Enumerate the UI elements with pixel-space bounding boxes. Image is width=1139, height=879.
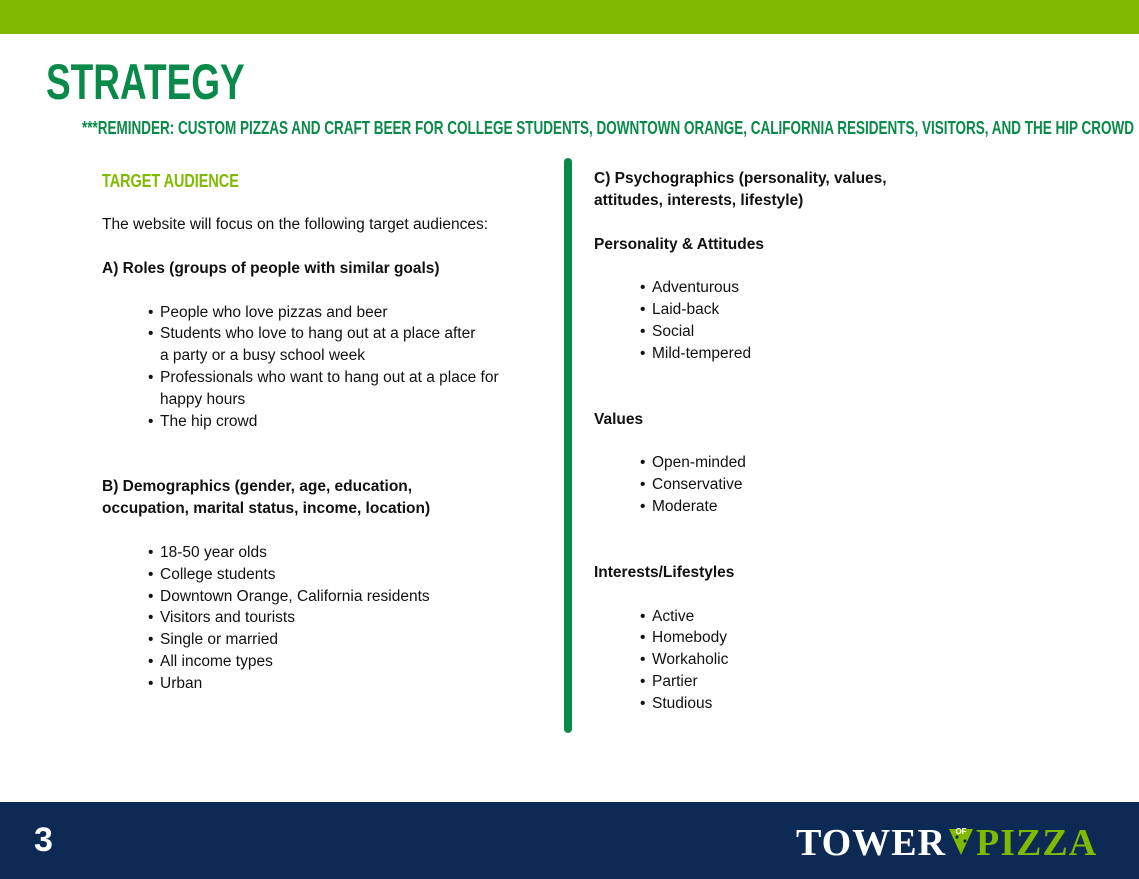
psychographics-heading: C) Psychographics (personality, values, attitudes, interests, lifestyle): [594, 170, 887, 209]
list-item: • Professionals who want to hang out at a place for happy hours: [148, 367, 508, 411]
list-item: • Conservative: [640, 474, 1034, 496]
page-number: 3: [34, 821, 53, 859]
list-item: • Open-minded: [640, 452, 1034, 474]
list-item: • Social: [640, 321, 1034, 343]
list-item: • Visitors and tourists: [148, 607, 542, 629]
list-item: • Adventurous: [640, 277, 1034, 299]
roles-list: [102, 302, 508, 433]
tower-of-pizza-logo: [796, 821, 1097, 865]
footer-bar: [0, 802, 1139, 879]
personality-heading: Personality & Attitudes: [594, 235, 764, 253]
logo-word-tower: TOWER: [796, 822, 947, 864]
values-list: [594, 452, 1034, 517]
list-item: • Single or married: [148, 629, 542, 651]
list-item: • People who love pizzas and beer: [148, 302, 508, 324]
interests-list: [594, 606, 1034, 715]
list-item: • Homebody: [640, 627, 1034, 649]
left-column: [102, 168, 542, 695]
personality-list: [594, 277, 1034, 364]
interests-heading: Interests/Lifestyles: [594, 563, 735, 581]
list-item: • Workaholic: [640, 649, 1034, 671]
column-divider: [564, 158, 572, 733]
demographics-list: [102, 542, 542, 695]
target-audience-heading: TARGET AUDIENCE: [102, 171, 239, 191]
list-item: • Partier: [640, 671, 1034, 693]
list-item: • Downtown Orange, California residents: [148, 586, 542, 608]
list-item: • Moderate: [640, 496, 1034, 518]
logo-word-pizza: PIZZA: [976, 822, 1098, 864]
roles-heading: A) Roles (groups of people with similar goals): [102, 259, 440, 277]
right-column: [594, 168, 1034, 715]
list-item: • College students: [148, 564, 542, 586]
list-item: • Mild-tempered: [640, 343, 1034, 365]
list-item: • 18-50 year olds: [148, 542, 542, 564]
list-item: • The hip crowd: [148, 411, 508, 433]
page-title: STRATEGY: [46, 54, 245, 110]
list-item: • Active: [640, 606, 1034, 628]
top-accent-bar: [0, 0, 1139, 34]
list-item: • Students who love to hang out at a place after a party or a busy school week: [148, 323, 480, 367]
list-item: • All income types: [148, 651, 542, 673]
list-item: • Urban: [148, 673, 542, 695]
list-item: • Studious: [640, 693, 1034, 715]
intro-text: The website will focus on the following target audiences:: [102, 216, 488, 233]
pizza-slice-icon: [947, 821, 975, 865]
reminder-banner: ***REMINDER: CUSTOM PIZZAS AND CRAFT BEER FOR COLLEGE STUDENTS, DOWNTOWN ORANGE, CALIFORNIA RESIDENTS, VISITORS, AND THE HIP CROWD: [82, 118, 1135, 138]
list-item: • Laid-back: [640, 299, 1034, 321]
logo-connector: OF: [955, 827, 967, 836]
values-heading: Values: [594, 410, 644, 428]
demographics-heading: B) Demographics (gender, age, education, occupation, marital status, income, location): [102, 478, 431, 518]
